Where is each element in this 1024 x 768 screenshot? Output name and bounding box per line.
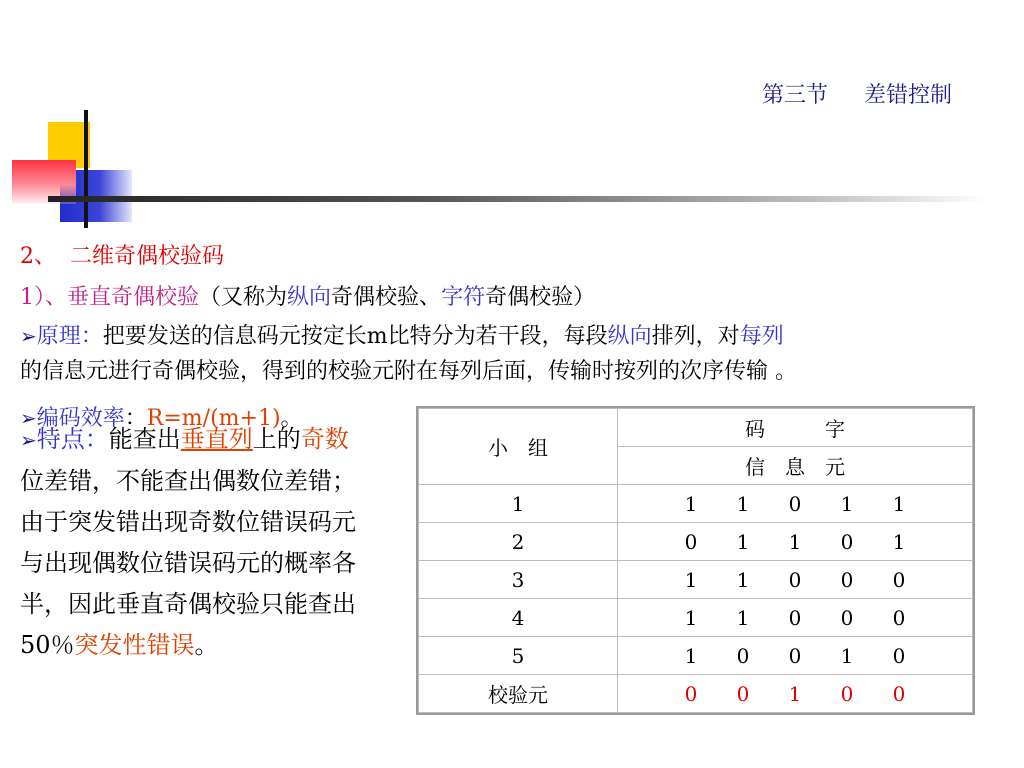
bit: 1 bbox=[736, 605, 750, 630]
bit: 1 bbox=[788, 529, 802, 554]
bits-cell bbox=[618, 599, 973, 637]
text: ： bbox=[124, 406, 147, 431]
term-vertical-column: 垂直列 bbox=[180, 425, 253, 453]
text: 上的 bbox=[252, 425, 301, 453]
check-bit: 1 bbox=[788, 681, 802, 706]
bit: 0 bbox=[788, 491, 802, 516]
bit: 0 bbox=[840, 529, 854, 554]
bit: 0 bbox=[892, 605, 906, 630]
vertical-line-decoration bbox=[84, 110, 88, 228]
bit: 0 bbox=[788, 605, 802, 630]
col-group-header: 小 组 bbox=[419, 409, 618, 485]
bit: 0 bbox=[788, 643, 802, 668]
group-cell: 3 bbox=[419, 561, 618, 599]
bits-cell bbox=[618, 485, 973, 523]
bit: 1 bbox=[684, 491, 698, 516]
bit: 1 bbox=[684, 567, 698, 592]
text: 奇偶校验） bbox=[485, 285, 596, 310]
bit: 0 bbox=[892, 643, 906, 668]
term-vertical-parity: 垂直奇偶校验 bbox=[67, 285, 200, 310]
bullet-arrow-icon: ➢ bbox=[20, 406, 37, 430]
vertical-parity-line bbox=[20, 282, 595, 314]
text: 。 bbox=[280, 406, 303, 431]
text: 。 bbox=[194, 631, 219, 659]
bit: 0 bbox=[892, 567, 906, 592]
efficiency-formula: R=m/(m+1) bbox=[146, 406, 281, 431]
bullet-arrow-icon: ➢ bbox=[20, 324, 37, 348]
text: 位差错，不能查出偶数位差错；由于突发错出现奇数位错误码元与出现偶数位错误码元的概率各半，因此垂直奇偶校验只能查出50％ bbox=[20, 467, 356, 659]
heading-number: 2、 bbox=[20, 244, 56, 269]
check-bit: 0 bbox=[892, 681, 906, 706]
check-label-cell: 校验元 bbox=[419, 675, 618, 713]
principle-line-2: 的信息元进行奇偶校验，得到的校验元附在每列后面，传输时按列的次序传输 。 bbox=[20, 359, 797, 384]
group-cell: 4 bbox=[419, 599, 618, 637]
bits-cell bbox=[618, 561, 973, 599]
bit: 1 bbox=[736, 491, 750, 516]
table-row bbox=[419, 599, 973, 637]
bit: 0 bbox=[736, 643, 750, 668]
text: 能查出 bbox=[108, 425, 181, 453]
bullet-arrow-icon: ➢ bbox=[20, 428, 37, 452]
feature-paragraph bbox=[20, 419, 370, 666]
principle-line-1 bbox=[20, 320, 784, 353]
bit: 1 bbox=[736, 567, 750, 592]
text: 排列，对 bbox=[651, 324, 740, 349]
horizontal-line-decoration bbox=[48, 196, 988, 202]
text: 把要发送的信息码元按定长m比特分为若干段，每段 bbox=[102, 324, 608, 349]
term-character: 字符 bbox=[441, 285, 486, 310]
col-info-header: 信 息 元 bbox=[618, 447, 973, 485]
bit: 1 bbox=[736, 529, 750, 554]
bit: 0 bbox=[684, 529, 698, 554]
bit: 1 bbox=[684, 605, 698, 630]
bits-cell bbox=[618, 637, 973, 675]
text: （又称为 bbox=[199, 285, 288, 310]
table-row bbox=[419, 637, 973, 675]
parity-table bbox=[418, 408, 973, 713]
bit: 0 bbox=[788, 567, 802, 592]
check-bits-cell bbox=[618, 675, 973, 713]
group-cell: 2 bbox=[419, 523, 618, 561]
check-bit: 0 bbox=[840, 681, 854, 706]
table-row bbox=[419, 523, 973, 561]
item-prefix: 1）、 bbox=[20, 285, 67, 310]
bit: 1 bbox=[892, 491, 906, 516]
bit: 1 bbox=[840, 491, 854, 516]
principle-label: 原理： bbox=[36, 324, 103, 349]
table-row bbox=[419, 485, 973, 523]
table-row bbox=[419, 561, 973, 599]
bits-cell bbox=[618, 523, 973, 561]
group-cell: 1 bbox=[419, 485, 618, 523]
bit: 1 bbox=[684, 643, 698, 668]
table-header-row bbox=[419, 409, 973, 447]
section-number: 第三节 bbox=[762, 83, 829, 108]
bit: 0 bbox=[840, 567, 854, 592]
bit: 1 bbox=[840, 643, 854, 668]
col-code-header: 码 字 bbox=[618, 409, 973, 447]
term-odd: 奇数 bbox=[300, 425, 349, 453]
term-longitudinal: 纵向 bbox=[287, 285, 332, 310]
term-burst-error: 突发性错误 bbox=[74, 631, 195, 659]
check-bit: 0 bbox=[684, 681, 698, 706]
heading bbox=[20, 241, 224, 273]
check-bit: 0 bbox=[736, 681, 750, 706]
heading-text: 二维奇偶校验码 bbox=[70, 244, 225, 269]
text: 奇偶校验、 bbox=[331, 285, 442, 310]
feature-label: 特点： bbox=[36, 425, 109, 453]
group-cell: 5 bbox=[419, 637, 618, 675]
slide-decoration bbox=[0, 0, 1024, 240]
term-longitudinal: 纵向 bbox=[607, 324, 652, 349]
check-row bbox=[419, 675, 973, 713]
term-each-column: 每列 bbox=[739, 324, 784, 349]
section-title: 差错控制 bbox=[864, 83, 953, 108]
bit: 0 bbox=[840, 605, 854, 630]
section-header bbox=[762, 78, 952, 109]
bit: 1 bbox=[892, 529, 906, 554]
efficiency-label: 编码效率 bbox=[36, 406, 125, 431]
